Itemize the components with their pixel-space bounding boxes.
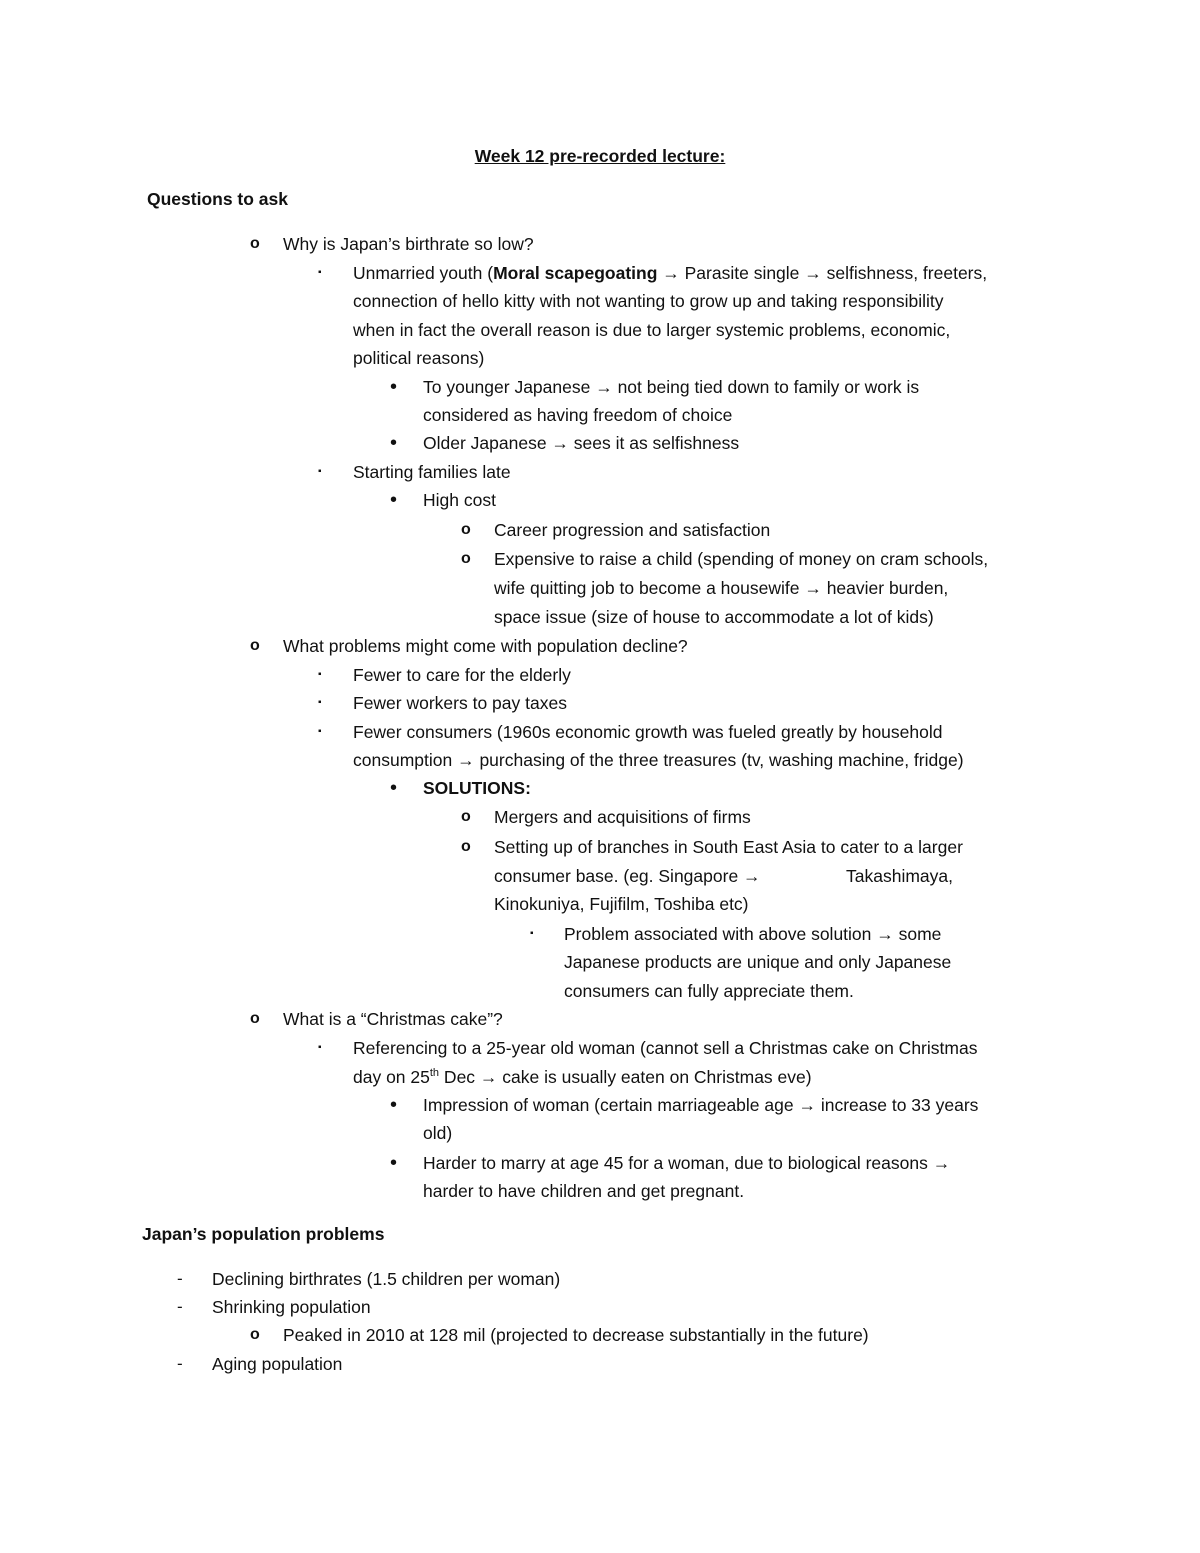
unmarried-youth-line1 [353,262,987,284]
circle-bullet: o [250,1010,260,1027]
harder-line2: harder to have children and get pregnant. [423,1181,745,1201]
referencing-eve-text: Dec → cake is usually eaten on Christmas eve) [439,1067,812,1087]
dash-bullet: - [177,1354,183,1373]
shrinking-population: Shrinking population [212,1297,371,1317]
branches-line2a: consumer base. (eg. Singapore → [494,866,761,886]
circle-bullet: o [461,521,471,538]
harder-line1: Harder to marry at age 45 for a woman, due to biological reasons → [423,1153,951,1173]
question-christmas-cake: What is a “Christmas cake”? [283,1009,503,1029]
impression-line1: Impression of woman (certain marriageable age → increase to 33 years [423,1095,979,1115]
declining-birthrates: Declining birthrates (1.5 children per woman) [212,1269,561,1289]
round-bullet: • [390,432,398,454]
younger-japanese-line1: To younger Japanese → not being tied down to family or work is [423,377,920,397]
unmarried-youth-line2: connection of hello kitty with not wanting to grow up and taking responsibility [353,291,944,311]
branches-line3: Kinokuniya, Fujifilm, Toshiba etc) [494,894,749,914]
section-heading-population-problems: Japan’s population problems [142,1224,385,1244]
parasite-single-text: → Parasite single → selfishness, freeters, [657,263,988,283]
section-heading-questions: Questions to ask [147,189,289,209]
square-bullet: ▪ [530,928,534,939]
expensive-line1: Expensive to raise a child (spending of money on cram schools, [494,549,989,569]
peaked-population: Peaked in 2010 at 128 mil (projected to decrease substantially in the future) [283,1325,869,1345]
square-bullet: ▪ [318,466,322,477]
referencing-line2 [353,1066,812,1088]
expensive-line2: wife quitting job to become a housewife → heavier burden, [494,578,949,598]
referencing-line1: Referencing to a 25-year old woman (cannot sell a Christmas cake on Christmas [353,1038,978,1058]
referencing-date-text: day on 25 [353,1067,430,1087]
round-bullet: • [390,777,398,799]
question-population-decline: What problems might come with population decline? [283,636,688,656]
page-title: Week 12 pre-recorded lecture: [474,146,726,166]
round-bullet: • [390,1094,398,1116]
square-bullet: ▪ [318,697,322,708]
square-bullet: ▪ [318,267,322,278]
dash-bullet: - [177,1297,183,1316]
moral-scapegoating-text: Moral scapegoating [493,263,658,283]
square-bullet: ▪ [318,669,322,680]
fewer-consumers-line2: consumption → purchasing of the three treasures (tv, washing machine, fridge) [353,750,964,770]
impression-line2: old) [423,1123,453,1143]
problem-line1: Problem associated with above solution → some [564,924,942,944]
fewer-workers: Fewer workers to pay taxes [353,693,567,713]
round-bullet: • [390,1152,398,1174]
high-cost: High cost [423,490,496,510]
square-bullet: ▪ [318,726,322,737]
round-bullet: • [390,376,398,398]
square-bullet: ▪ [318,1042,322,1053]
unmarried-youth-text: Unmarried youth ( [353,263,494,283]
branches-line1: Setting up of branches in South East Asia to cater to a larger [494,837,963,857]
round-bullet: • [390,489,398,511]
circle-bullet: o [250,637,260,654]
question-birthrate: Why is Japan’s birthrate so low? [283,234,534,254]
starting-families-late: Starting families late [353,462,511,482]
fewer-consumers-line1: Fewer consumers (1960s economic growth was fueled greatly by household [353,722,943,742]
problem-line2: Japanese products are unique and only Japanese [564,952,952,972]
circle-bullet: o [461,838,471,855]
unmarried-youth-line3: when in fact the overall reason is due to larger systemic problems, economic, [353,320,951,340]
mergers-acquisitions: Mergers and acquisitions of firms [494,807,751,827]
dash-bullet: - [177,1269,183,1288]
older-japanese: Older Japanese → sees it as selfishness [423,433,740,453]
solutions-label: SOLUTIONS: [423,778,531,798]
circle-bullet: o [461,808,471,825]
circle-bullet: o [250,1326,260,1343]
circle-bullet: o [250,235,260,252]
unmarried-youth-line4: political reasons) [353,348,485,368]
career-progression: Career progression and satisfaction [494,520,771,540]
problem-line3: consumers can fully appreciate them. [564,981,854,1001]
younger-japanese-line2: considered as having freedom of choice [423,405,733,425]
aging-population: Aging population [212,1354,343,1374]
expensive-line3: space issue (size of house to accommodate a lot of kids) [494,607,934,627]
ordinal-suffix: th [429,1067,440,1080]
circle-bullet: o [461,550,471,567]
fewer-care-elderly: Fewer to care for the elderly [353,665,571,685]
branches-line2b: Takashimaya, [846,866,953,886]
